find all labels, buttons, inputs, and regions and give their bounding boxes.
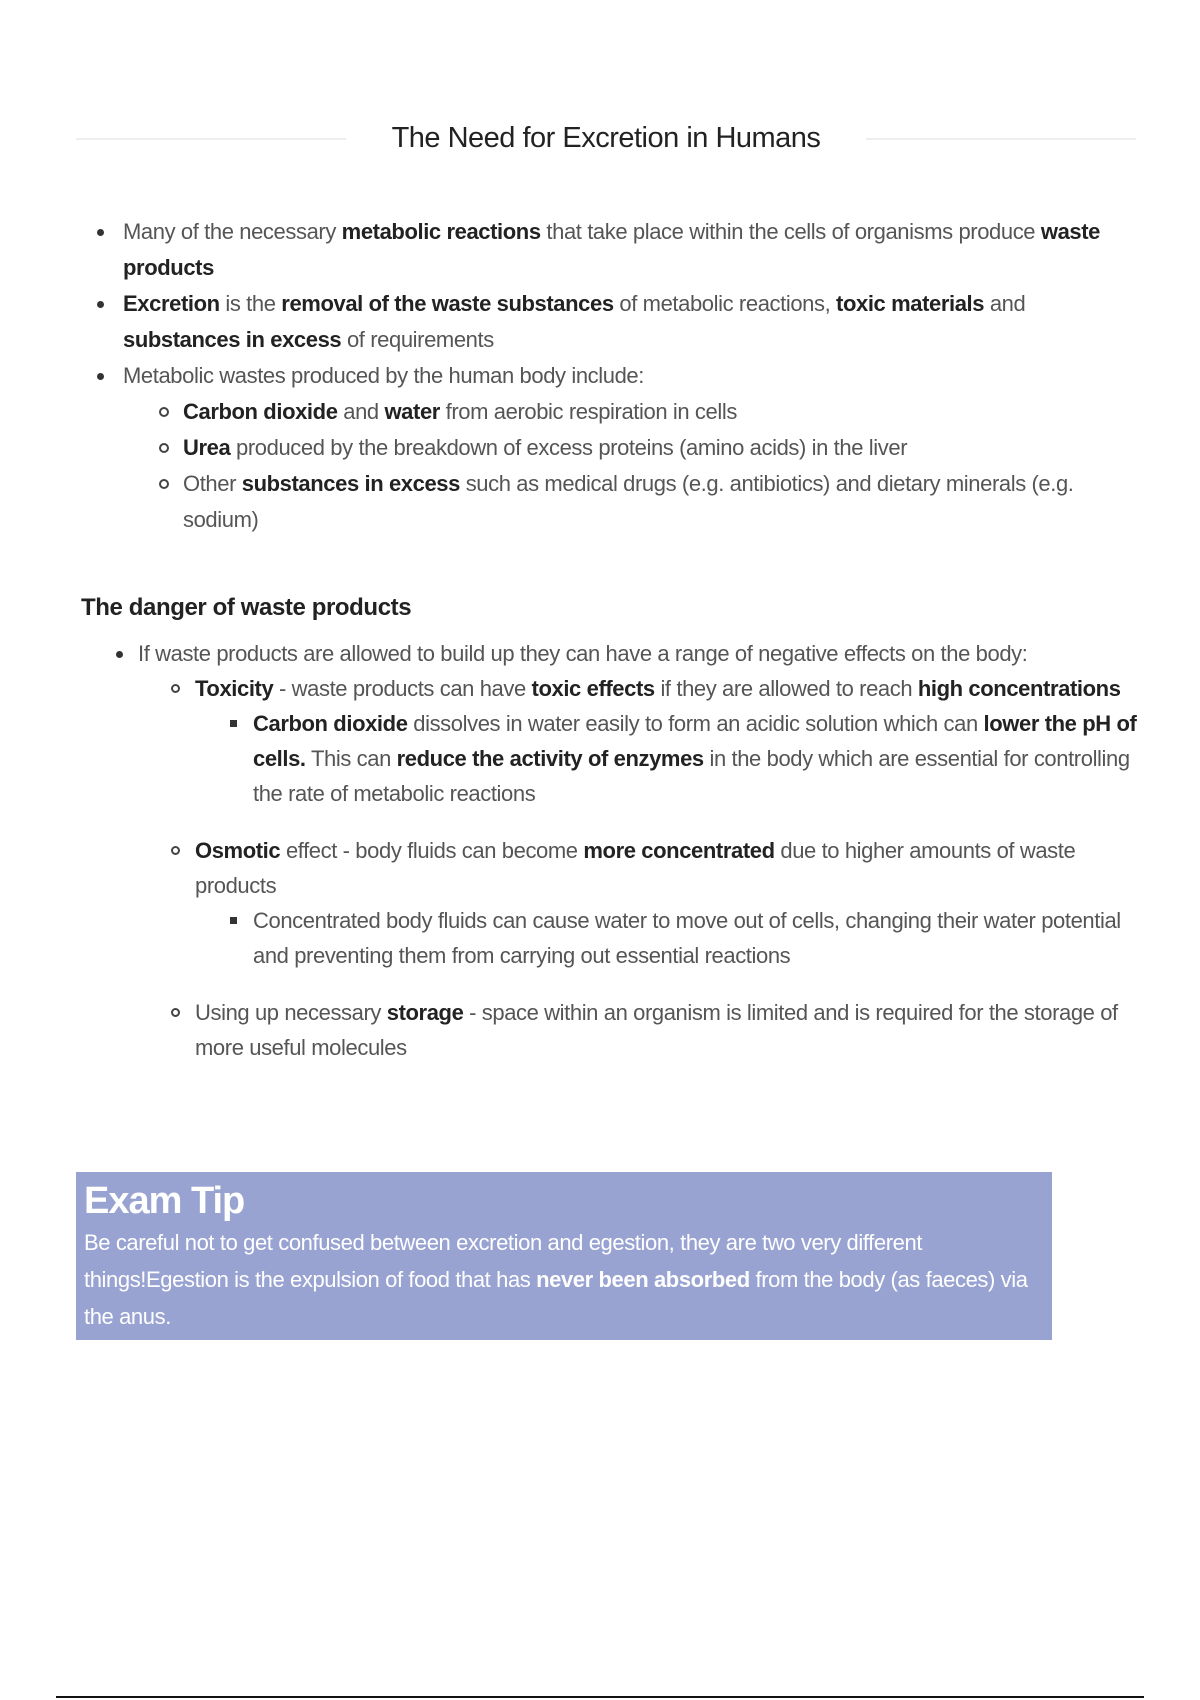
exam-tip-title: Exam Tip bbox=[84, 1180, 245, 1222]
footer-divider bbox=[56, 1696, 1144, 1698]
list-item: Urea produced by the breakdown of excess proteins (amino acids) in the liver bbox=[183, 430, 1143, 466]
divider bbox=[866, 138, 1136, 140]
title-row bbox=[76, 122, 1136, 155]
list-item: Carbon dioxide and water from aerobic respiration in cells bbox=[183, 394, 1143, 430]
list-item: If waste products are allowed to build up they can have a range of negative effects on the body: Toxicity - waste products can have toxic effects if they are allowed to reach high concentrations Carbon dioxide dissolves in water easily to form an acidic solution which can lower the pH of cells. This can reduce the activity of enzymes in the body which are essential for controlling the rate of metabolic reactions Osmotic effect - body fluids can become more concentrated due to higher amounts of waste products Concentrated body fluids can cause water to move out of cells, changing their water potential and preventing them from carrying out essential reactions Using up necessary storage - space within an organism is limited and is required for the storage of more useful molecules bbox=[138, 636, 1138, 1065]
list-item: Osmotic effect - body fluids can become more concentrated due to higher amounts of waste products Concentrated body fluids can cause water to move out of cells, changing their water potential and preventing them from carrying out essential reactions bbox=[195, 833, 1138, 973]
effects-list bbox=[195, 671, 1138, 1065]
list-item: Other substances in excess such as medical drugs (e.g. antibiotics) and dietary minerals (e.g. sodium) bbox=[183, 466, 1143, 538]
list-item: Many of the necessary metabolic reactions that take place within the cells of organisms produce waste products bbox=[123, 214, 1143, 286]
list-item: Concentrated body fluids can cause water to move out of cells, changing their water potential and preventing them from carrying out essential reactions bbox=[253, 903, 1138, 973]
list-item: Excretion is the removal of the waste substances of metabolic reactions, toxic materials and substances in excess of requirements bbox=[123, 286, 1143, 358]
list-item: Using up necessary storage - space within an organism is limited and is required for the storage of more useful molecules bbox=[195, 995, 1138, 1065]
list-item: Metabolic wastes produced by the human body include: Carbon dioxide and water from aerobic respiration in cells Urea produced by the breakdown of excess proteins (amino acids) in the liver Other substances in excess such as medical drugs (e.g. antibiotics) and dietary minerals (e.g. sodium) bbox=[123, 358, 1143, 538]
sub-list bbox=[253, 706, 1138, 811]
page-title: The Need for Excretion in Humans bbox=[391, 122, 821, 154]
divider bbox=[76, 138, 346, 140]
danger-list bbox=[138, 636, 1138, 1087]
exam-tip-body: Be careful not to get confused between excretion and egestion, they are two very different things!Egestion is the expulsion of food that has never been absorbed from the body (as faeces) via the anus. bbox=[84, 1230, 1028, 1329]
section-heading: The danger of waste products bbox=[81, 594, 412, 621]
list-item: Toxicity - waste products can have toxic effects if they are allowed to reach high concentrations Carbon dioxide dissolves in water easily to form an acidic solution which can lower the pH of cells. This can reduce the activity of enzymes in the body which are essential for controlling the rate of metabolic reactions bbox=[195, 671, 1138, 811]
exam-tip-box bbox=[76, 1172, 1052, 1340]
intro-list bbox=[123, 214, 1143, 538]
wastes-list bbox=[183, 394, 1143, 538]
sub-list bbox=[253, 903, 1138, 973]
list-item: Carbon dioxide dissolves in water easily to form an acidic solution which can lower the pH of cells. This can reduce the activity of enzymes in the body which are essential for controlling the rate of metabolic reactions bbox=[253, 706, 1138, 811]
